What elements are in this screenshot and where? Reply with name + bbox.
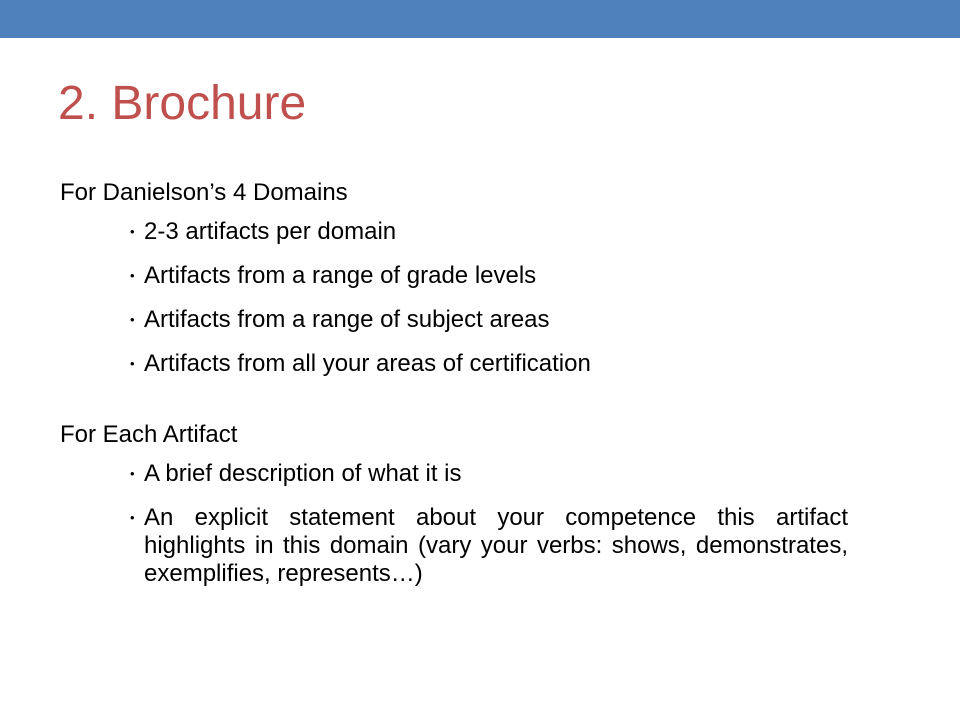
slide-title: 2. Brochure [58,77,307,130]
bullet-icon: • [130,466,135,481]
list-item-text: 2-3 artifacts per domain [144,218,397,245]
list-item [132,460,850,488]
list-item [132,218,850,246]
list-item [132,262,850,290]
list-item-text: Artifacts from all your areas of certification [144,350,591,377]
bullet-icon: • [130,224,135,239]
list-item [132,504,848,588]
bullet-list-domains [60,218,850,378]
list-item [132,350,850,378]
list-item [132,306,850,334]
list-item-text: A brief description of what it is [144,460,462,487]
bullet-icon: • [130,356,135,371]
accent-top-bar [0,0,960,38]
section-heading-artifact: For Each Artifact [60,421,238,448]
list-item-text: Artifacts from a range of subject areas [144,306,550,333]
bullet-icon: • [130,312,135,327]
list-item-text: Artifacts from a range of grade levels [144,262,537,289]
bullet-icon: • [130,510,135,525]
bullet-list-artifact [60,460,850,588]
list-item-text: An explicit statement about your competence this artifact highlights in this domain (vary your verbs: shows, demonstrates, exemplifies, represents…) [144,504,848,587]
section-heading-domains: For Danielson’s 4 Domains [60,179,348,206]
slide-body [60,176,850,604]
bullet-icon: • [130,268,135,283]
